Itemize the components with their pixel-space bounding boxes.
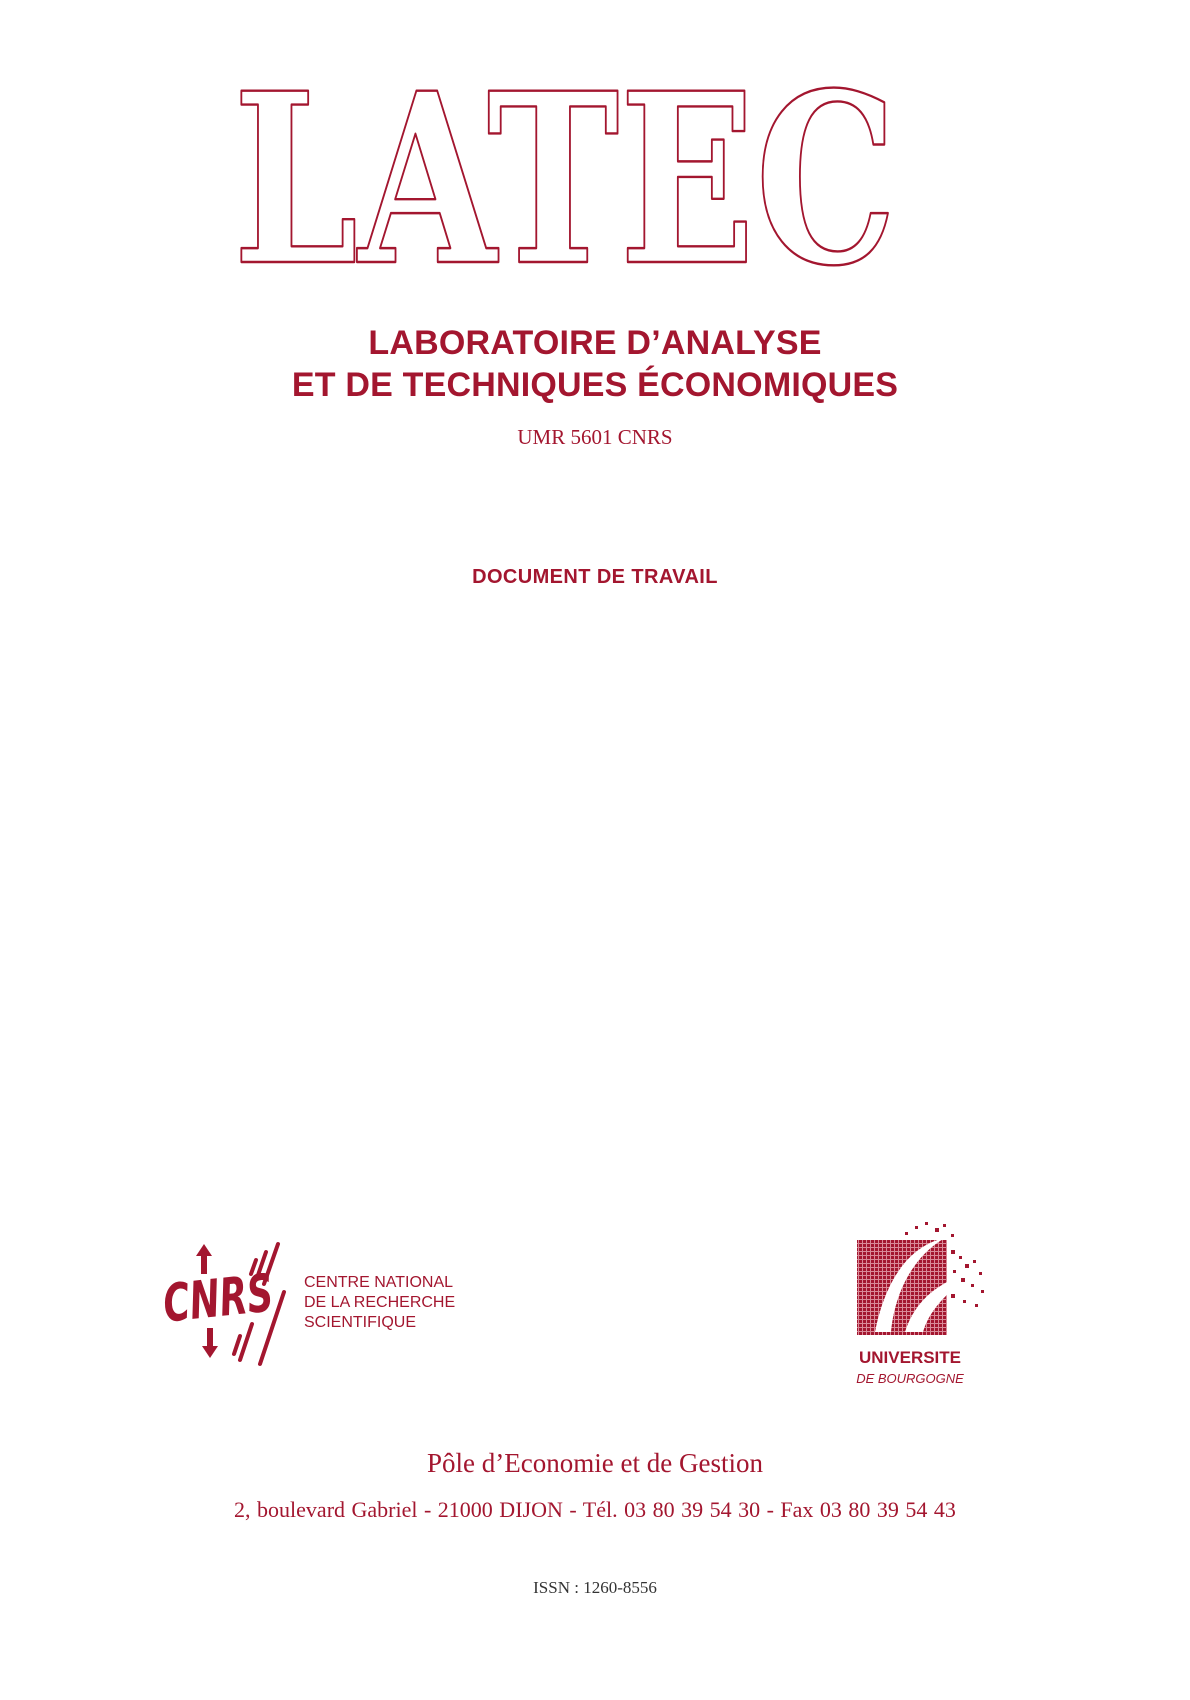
cnrs-line2: DE LA RECHERCHE (304, 1294, 456, 1311)
lab-title-line1: LABORATOIRE D’ANALYSE (368, 324, 822, 362)
cnrs-logo-letters: CNRS (160, 1258, 326, 1335)
cnrs-logo (160, 1236, 326, 1368)
address-line: 2, boulevard Gabriel - 21000 DIJON - Tél. 03 80 39 54 30 - Fax 03 80 39 54 43 (234, 1497, 956, 1522)
latec-logo-text: LATEC (233, 42, 897, 318)
cnrs-line3: SCIENTIFIQUE (304, 1314, 417, 1331)
cnrs-text (304, 1273, 455, 1333)
pole-label: Pôle d’Economie et de Gestion (427, 1448, 763, 1478)
umr-label: UMR 5601 CNRS (517, 425, 673, 449)
lab-title-line2: ET DE TECHNIQUES ÉCONOMIQUES (291, 366, 899, 404)
cnrs-line1: CENTRE NATIONAL (304, 1274, 454, 1291)
universite-bourgogne-logo (855, 1220, 990, 1340)
document-type: DOCUMENT DE TRAVAIL (472, 566, 718, 588)
latec-logo (228, 42, 902, 318)
universite-subtitle: DE BOURGOGNE (856, 1371, 964, 1386)
lab-title (0, 322, 1190, 406)
issn-label: ISSN : 1260-8556 (533, 1578, 657, 1597)
universite-name: UNIVERSITE (858, 1348, 962, 1367)
